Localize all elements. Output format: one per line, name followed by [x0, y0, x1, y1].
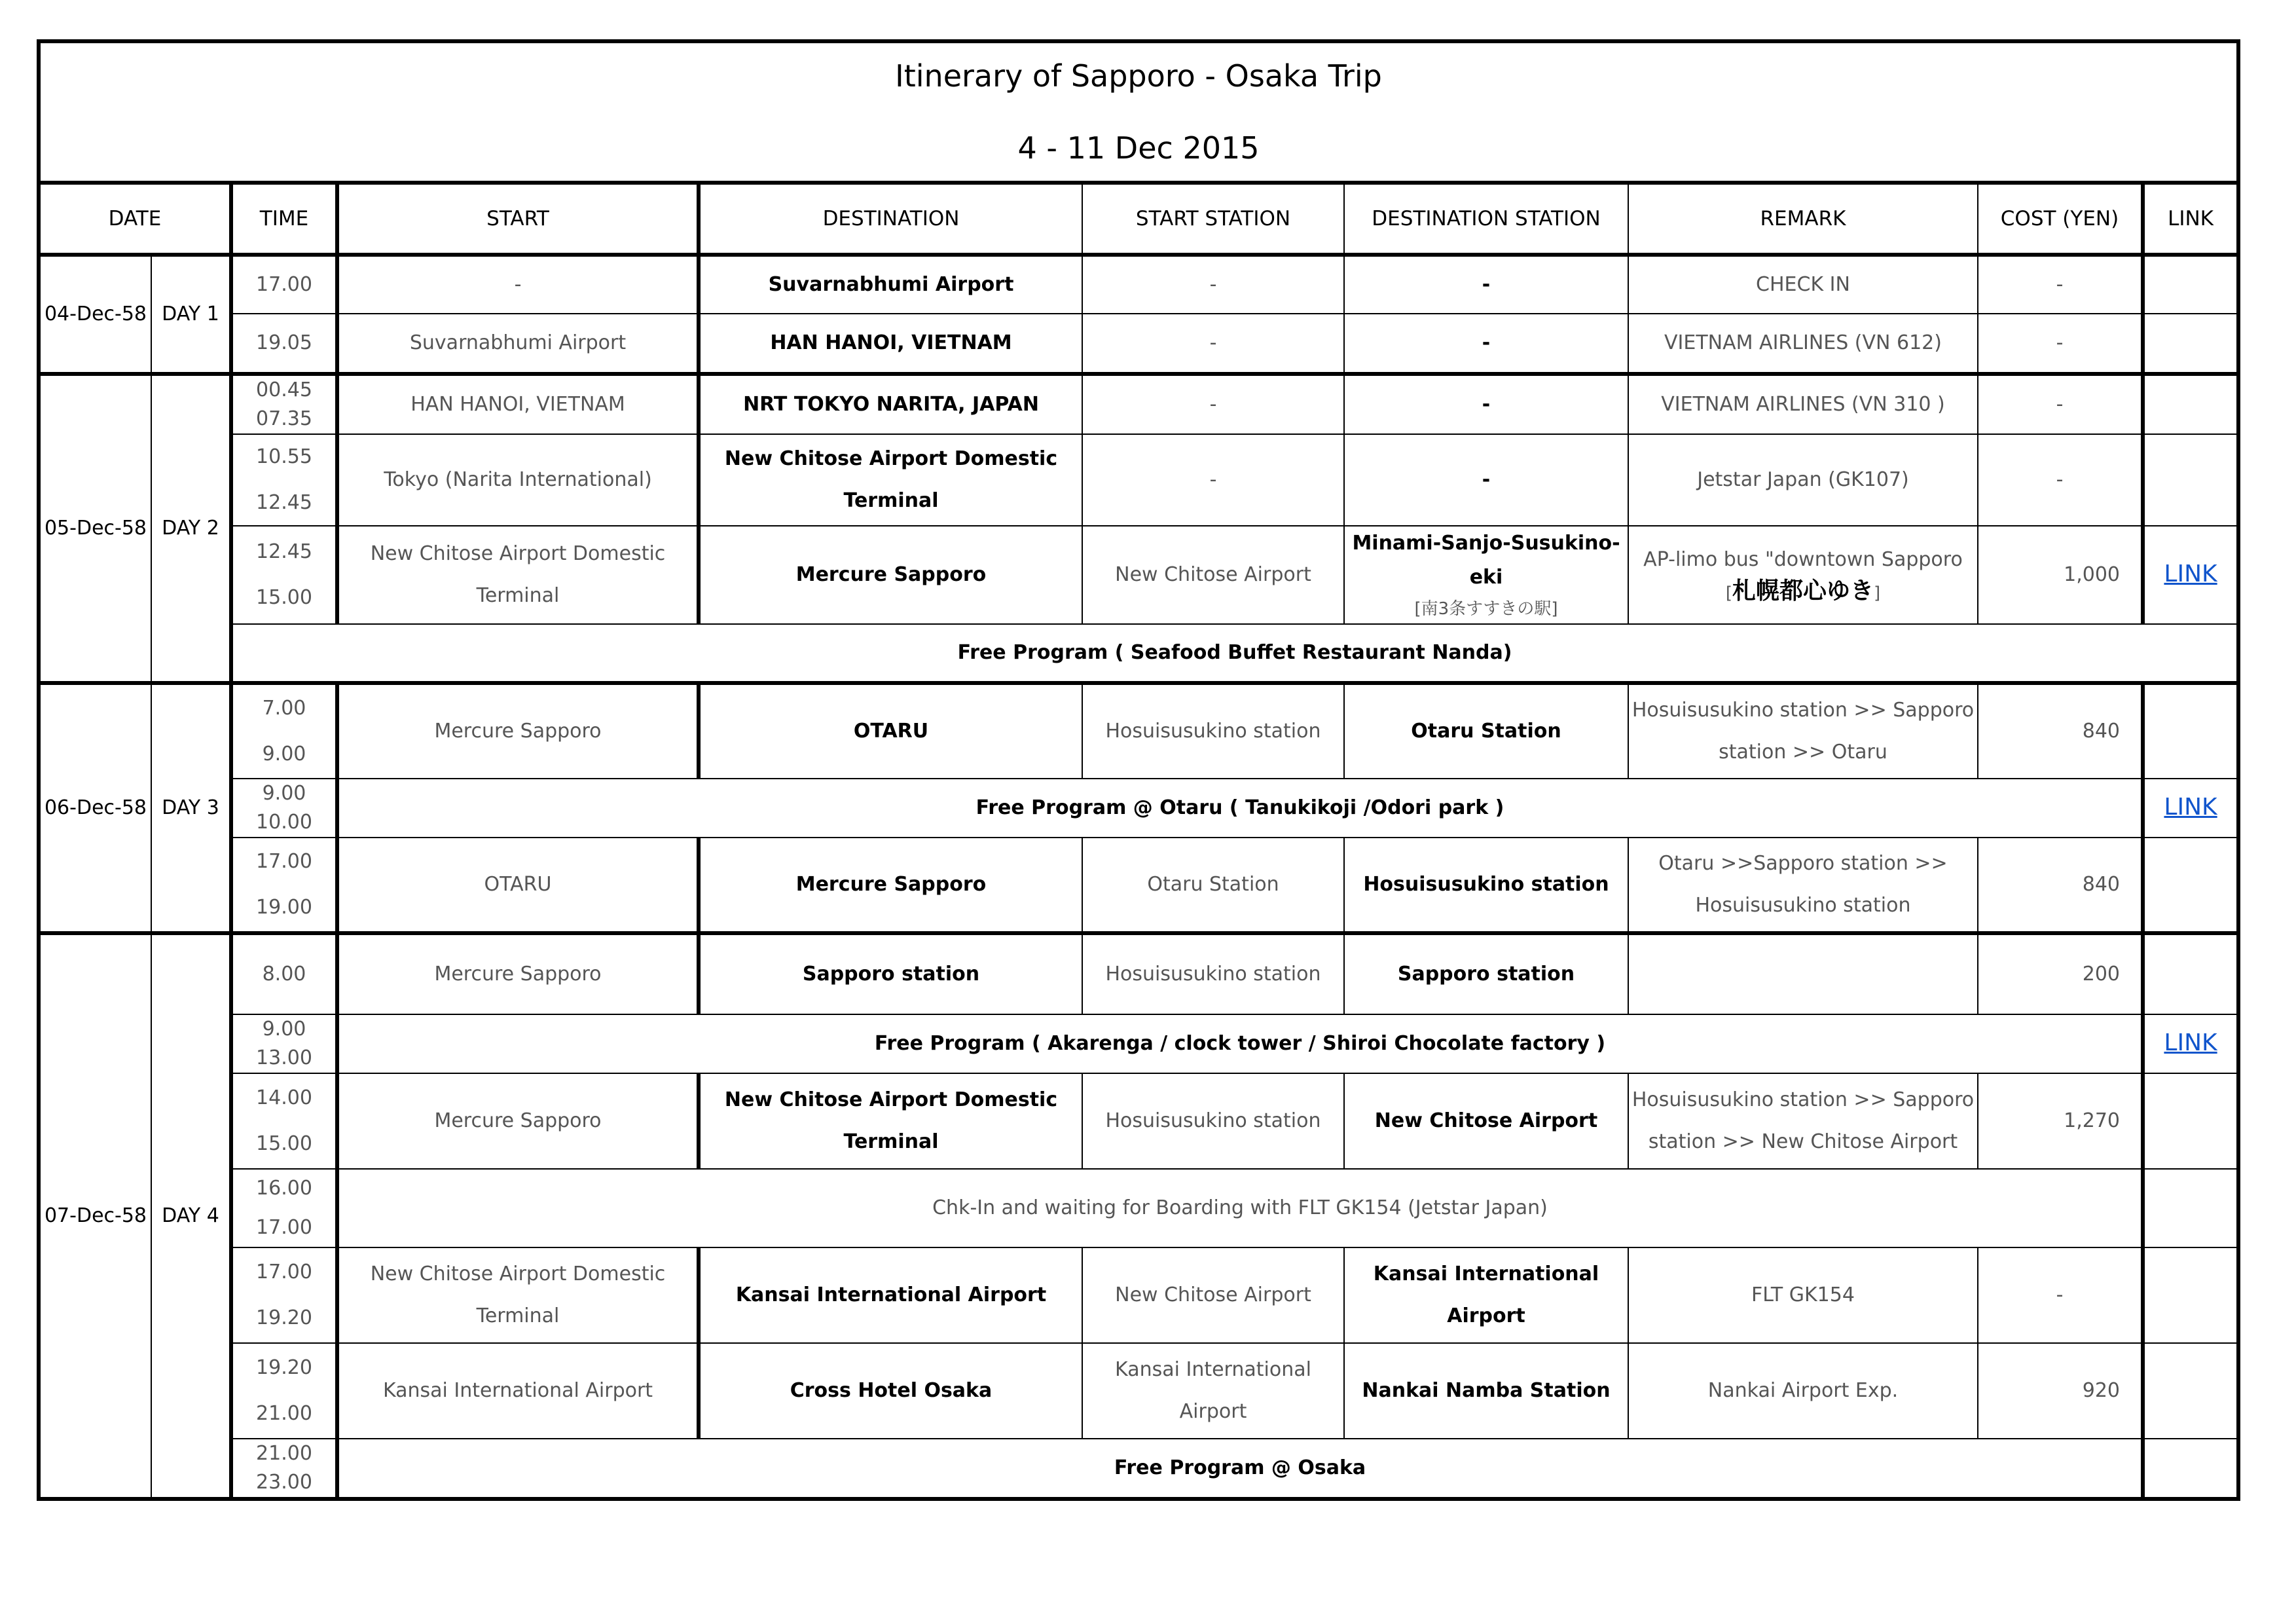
table-row	[39, 314, 2238, 374]
link-cell	[2143, 1247, 2238, 1343]
time-cell	[231, 1247, 337, 1343]
remark-jp-text: 札幌都心ゆき	[1732, 577, 1874, 604]
link-cell	[2143, 314, 2238, 374]
destination-station-cell	[1344, 526, 1628, 624]
start-station-cell: -	[1082, 255, 1344, 314]
time-end: 21.00	[256, 1402, 312, 1425]
start-line: Terminal	[476, 1304, 560, 1327]
title-cell	[39, 41, 2238, 183]
link-button[interactable]: LINK	[2164, 794, 2217, 821]
destination-station-cell: New Chitose Airport	[1344, 1073, 1628, 1169]
destination-cell: Sapporo station	[699, 933, 1082, 1014]
remark-line: station >> New Chitose Airport	[1648, 1130, 1958, 1153]
time-end: 12.45	[256, 491, 312, 514]
time-cell	[231, 1169, 337, 1247]
time-end: 17.00	[256, 1216, 312, 1239]
remark-cell	[1628, 683, 1978, 779]
time-start: 9.00	[262, 1018, 306, 1041]
date-cell: 04-Dec-58	[39, 255, 151, 374]
day-cell: DAY 1	[151, 255, 231, 374]
remark-cell: Jetstar Japan (GK107)	[1628, 434, 1978, 526]
start-cell: Mercure Sapporo	[337, 1073, 699, 1169]
link-cell	[2143, 1014, 2238, 1073]
table-row	[39, 779, 2238, 838]
table-row	[39, 1169, 2238, 1247]
header-start: START	[337, 183, 699, 255]
start-cell: Suvarnabhumi Airport	[337, 314, 699, 374]
link-cell	[2143, 1169, 2238, 1247]
remark-line: Hosuisusukino station >> Sapporo	[1631, 699, 1975, 722]
cost-cell: -	[1978, 1247, 2143, 1343]
free-program-cell: Free Program ( Akarenga / clock tower / Shiroi Chocolate factory )	[337, 1014, 2143, 1073]
time-end: 9.00	[262, 743, 306, 766]
destination-cell: Mercure Sapporo	[699, 526, 1082, 624]
start-station-cell: -	[1082, 434, 1344, 526]
time-start: 10.55	[256, 445, 312, 468]
time-end: 13.00	[256, 1046, 312, 1069]
cost-cell: 1,000	[1978, 526, 2143, 624]
itinerary-table	[37, 39, 2240, 1501]
destination-cell: Mercure Sapporo	[699, 838, 1082, 933]
link-cell	[2143, 434, 2238, 526]
destination-station-cell: Hosuisusukino station	[1344, 838, 1628, 933]
page-title: Itinerary of Sapporo - Osaka Trip	[895, 58, 1382, 94]
time-start: 14.00	[256, 1086, 312, 1109]
destination-cell: Suvarnabhumi Airport	[699, 255, 1082, 314]
cost-cell: -	[1978, 314, 2143, 374]
link-cell	[2143, 1439, 2238, 1499]
remark-cell: VIETNAM AIRLINES (VN 310 )	[1628, 374, 1978, 434]
time-start: 16.00	[256, 1177, 312, 1200]
remark-cell: VIETNAM AIRLINES (VN 612)	[1628, 314, 1978, 374]
table-row	[39, 1439, 2238, 1499]
free-program-cell: Free Program ( Seafood Buffet Restaurant Nanda)	[231, 624, 2238, 683]
header-link: LINK	[2143, 183, 2238, 255]
destination-station-cell: Sapporo station	[1344, 933, 1628, 1014]
start-station-cell: -	[1082, 374, 1344, 434]
table-row	[39, 1073, 2238, 1169]
table-row	[39, 526, 2238, 624]
link-button[interactable]: LINK	[2164, 561, 2217, 587]
time-cell	[231, 526, 337, 624]
remark-cell	[1628, 1073, 1978, 1169]
cost-cell: 920	[1978, 1343, 2143, 1439]
destination-station-cell: Otaru Station	[1344, 683, 1628, 779]
time-cell	[231, 1073, 337, 1169]
destination-line: Terminal	[843, 489, 939, 512]
time-start: 7.00	[262, 697, 306, 720]
destination-station-name: Minami-Sanjo-Susukino-eki	[1352, 532, 1620, 589]
time-cell	[231, 1439, 337, 1499]
time-cell: 17.00	[231, 255, 337, 314]
destination-station-cell: -	[1344, 255, 1628, 314]
destination-cell: Cross Hotel Osaka	[699, 1343, 1082, 1439]
table-row	[39, 624, 2238, 683]
cost-cell: 840	[1978, 683, 2143, 779]
time-start: 12.45	[256, 540, 312, 563]
start-station-cell: Hosuisusukino station	[1082, 683, 1344, 779]
time-start: 21.00	[256, 1442, 312, 1465]
start-line: New Chitose Airport Domestic	[370, 542, 666, 565]
start-cell: -	[337, 255, 699, 314]
destination-station-jp-text: [南3条すすきの駅	[1414, 599, 1552, 619]
start-station-cell: Hosuisusukino station	[1082, 1073, 1344, 1169]
table-row	[39, 374, 2238, 434]
start-cell: Mercure Sapporo	[337, 683, 699, 779]
header-time: TIME	[231, 183, 337, 255]
header-cost: COST (YEN)	[1978, 183, 2143, 255]
time-end: 15.00	[256, 586, 312, 609]
remark-cell: FLT GK154	[1628, 1247, 1978, 1343]
destination-station-cell: -	[1344, 314, 1628, 374]
table-row	[39, 255, 2238, 314]
destination-cell: Kansai International Airport	[699, 1247, 1082, 1343]
time-cell	[231, 374, 337, 434]
time-start: 17.00	[256, 1261, 312, 1283]
destination-cell: OTARU	[699, 683, 1082, 779]
start-station-cell: Otaru Station	[1082, 838, 1344, 933]
time-cell	[231, 838, 337, 933]
destination-line: Terminal	[843, 1130, 939, 1153]
free-program-cell: Chk-In and waiting for Boarding with FLT GK154 (Jetstar Japan)	[337, 1169, 2143, 1247]
start-line: Terminal	[476, 584, 560, 607]
start-cell: OTARU	[337, 838, 699, 933]
time-cell	[231, 779, 337, 838]
date-range: 4 - 11 Dec 2015	[1017, 130, 1260, 166]
start-station-cell: Kansai International Airport	[1082, 1343, 1344, 1439]
time-end: 07.35	[256, 407, 312, 430]
cost-cell: -	[1978, 434, 2143, 526]
free-program-cell: Free Program @ Osaka	[337, 1439, 2143, 1499]
time-start: 9.00	[262, 782, 306, 805]
header-destination: DESTINATION	[699, 183, 1082, 255]
time-cell	[231, 1014, 337, 1073]
time-cell: 19.05	[231, 314, 337, 374]
destination-station-cell: -	[1344, 374, 1628, 434]
start-station-cell: Hosuisusukino station	[1082, 933, 1344, 1014]
start-line: New Chitose Airport Domestic	[370, 1263, 666, 1285]
link-cell	[2143, 683, 2238, 779]
day-cell: DAY 3	[151, 683, 231, 933]
cost-cell: 1,270	[1978, 1073, 2143, 1169]
destination-cell	[699, 1073, 1082, 1169]
link-cell	[2143, 255, 2238, 314]
remark-line: Hosuisusukino station >> Sapporo	[1631, 1088, 1975, 1111]
remark-cell	[1628, 838, 1978, 933]
day-cell: DAY 2	[151, 374, 231, 683]
table-row	[39, 434, 2238, 526]
start-cell: HAN HANOI, VIETNAM	[337, 374, 699, 434]
remark-cell	[1628, 526, 1978, 624]
destination-station-cell: Nankai Namba Station	[1344, 1343, 1628, 1439]
free-program-cell: Free Program @ Otaru ( Tanukikoji /Odori park )	[337, 779, 2143, 838]
header-destination-station: DESTINATION STATION	[1344, 183, 1628, 255]
table-row	[39, 1343, 2238, 1439]
start-station-cell: New Chitose Airport	[1082, 526, 1344, 624]
link-cell	[2143, 838, 2238, 933]
time-start: 17.00	[256, 850, 312, 873]
destination-cell: NRT TOKYO NARITA, JAPAN	[699, 374, 1082, 434]
start-station-cell: -	[1082, 314, 1344, 374]
remark-cell	[1628, 933, 1978, 1014]
remark-line: Hosuisusukino station	[1695, 894, 1911, 917]
remark-line: station >> Otaru	[1719, 741, 1887, 764]
remark-jp-bracket: ]	[1874, 583, 1881, 603]
table-row	[39, 838, 2238, 933]
start-cell: Mercure Sapporo	[337, 933, 699, 1014]
time-start: 00.45	[256, 378, 312, 401]
time-end: 23.00	[256, 1471, 312, 1494]
cost-cell: 840	[1978, 838, 2143, 933]
start-station-cell: New Chitose Airport	[1082, 1247, 1344, 1343]
time-cell	[231, 1343, 337, 1439]
link-button[interactable]: LINK	[2164, 1029, 2217, 1056]
date-cell: 05-Dec-58	[39, 374, 151, 683]
start-cell: Tokyo (Narita International)	[337, 434, 699, 526]
destination-station-cell: Kansai International Airport	[1344, 1247, 1628, 1343]
time-end: 10.00	[256, 811, 312, 834]
start-cell	[337, 526, 699, 624]
itinerary-sheet	[37, 39, 2236, 1501]
remark-cell: Nankai Airport Exp.	[1628, 1343, 1978, 1439]
table-row	[39, 933, 2238, 1014]
header-remark: REMARK	[1628, 183, 1978, 255]
start-cell	[337, 1247, 699, 1343]
time-start: 19.20	[256, 1356, 312, 1379]
destination-station-jp-bracket: ]	[1551, 599, 1558, 619]
cost-cell: -	[1978, 255, 2143, 314]
link-cell	[2143, 526, 2238, 624]
start-cell: Kansai International Airport	[337, 1343, 699, 1439]
time-cell	[231, 434, 337, 526]
date-cell: 06-Dec-58	[39, 683, 151, 933]
day-cell: DAY 4	[151, 933, 231, 1499]
destination-cell: HAN HANOI, VIETNAM	[699, 314, 1082, 374]
remark-jp-bracket: [	[1725, 583, 1732, 603]
destination-cell	[699, 434, 1082, 526]
cost-cell: 200	[1978, 933, 2143, 1014]
header-start-station: START STATION	[1082, 183, 1344, 255]
link-cell	[2143, 374, 2238, 434]
table-row	[39, 1247, 2238, 1343]
link-cell	[2143, 779, 2238, 838]
remark-jp-line	[1631, 577, 1975, 608]
header-date: DATE	[39, 183, 231, 255]
destination-station-cell: -	[1344, 434, 1628, 526]
link-cell	[2143, 1343, 2238, 1439]
table-row	[39, 1014, 2238, 1073]
time-cell: 8.00	[231, 933, 337, 1014]
time-end: 19.20	[256, 1306, 312, 1329]
time-end: 15.00	[256, 1132, 312, 1155]
header-row	[39, 183, 2238, 255]
remark-line: Otaru >>Sapporo station >>	[1658, 852, 1948, 875]
time-cell	[231, 683, 337, 779]
link-cell	[2143, 1073, 2238, 1169]
remark-cell: CHECK IN	[1628, 255, 1978, 314]
destination-line: New Chitose Airport Domestic	[724, 1088, 1058, 1111]
cost-cell: -	[1978, 374, 2143, 434]
destination-line: New Chitose Airport Domestic	[724, 447, 1058, 470]
date-cell: 07-Dec-58	[39, 933, 151, 1499]
remark-line: AP-limo bus "downtown Sapporo	[1643, 547, 1963, 571]
time-end: 19.00	[256, 896, 312, 919]
destination-station-jp	[1347, 595, 1625, 623]
link-cell	[2143, 933, 2238, 1014]
table-row	[39, 683, 2238, 779]
